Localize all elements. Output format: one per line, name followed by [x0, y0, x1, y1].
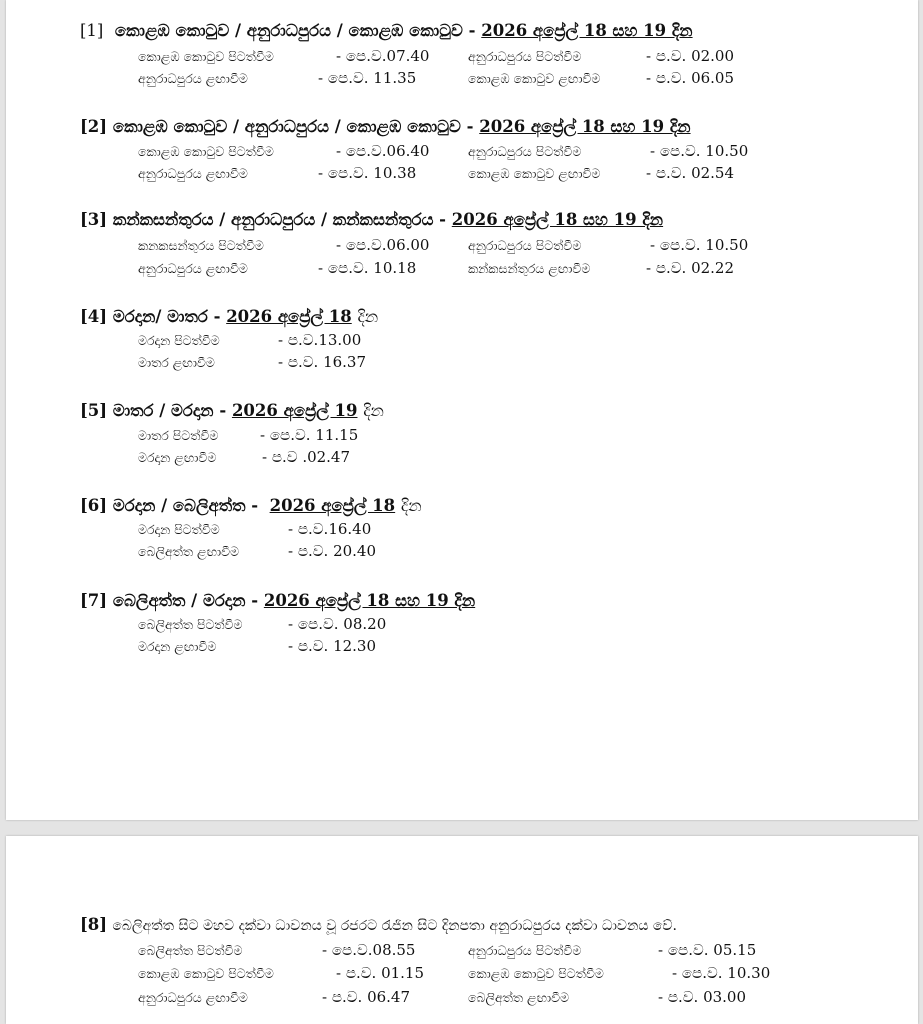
- timing-row: බෙලිඅත්ත පිටත්වීම - පෙ.ව. 08.20: [138, 615, 387, 633]
- timing-row: මරදාන ළඟාවීම - ප.ව. 12.30: [138, 637, 377, 655]
- route-heading: [7] බෙලිඅත්ත / මරදාන - 2026 අප්‍රේල් 18 සහ 19 දින: [80, 591, 476, 610]
- timing-row: කොළඹ කොටුව පිටත්වීම - පෙ.ව. 10.30: [468, 964, 771, 982]
- timing-row: මාතර පිටත්වීම - පෙ.ව. 11.15: [138, 426, 359, 444]
- timing-row: මරදාන පිටත්වීම - ප.ව.16.40: [138, 520, 372, 538]
- timing-row: අනුරාධපුරය ළඟාවීම - ප.ව. 06.47: [138, 988, 411, 1006]
- timing-row: අනුරාධපුරය ළඟාවීම - පෙ.ව. 11.35: [138, 69, 417, 87]
- timing-row: කොළඹ කොටුව පිටත්වීම - පෙ.ව.07.40: [138, 47, 430, 65]
- route-title: කොළඹ කොටුව / අනුරාධපුරය / කොළඹ කොටුව -: [114, 21, 476, 40]
- timing-row: කොළඹ කොටුව ළඟාවීම - ප.ව. 02.54: [468, 164, 735, 182]
- route-date: 2026 අප්‍රේල් 18 සහ 19 දින: [481, 21, 693, 40]
- timing-row: කොළඹ කොටුව පිටත්වීම - පෙ.ව.06.40: [138, 142, 430, 160]
- timing-row: බෙලිඅත්ත පිටත්වීම - පෙ.ව.08.55: [138, 941, 416, 959]
- route-heading: [4] මරදාන/ මාතර - 2026 අප්‍රේල් 18 දින: [80, 307, 379, 326]
- timing-row: කොළඹ කොටුව ළඟාවීම - ප.ව. 06.05: [468, 69, 735, 87]
- document-page-2: [6, 836, 918, 1024]
- timing-row: මාතර ළඟාවීම - ප.ව. 16.37: [138, 353, 367, 371]
- timing-row: මරදාන පිටත්වීම - ප.ව.13.00: [138, 331, 362, 349]
- timing-row: අනුරාධපුරය පිටත්වීම - පෙ.ව. 10.50: [468, 142, 749, 160]
- route-number: [1]: [80, 21, 104, 40]
- route-heading: [6] මරදාන / බෙලිඅත්ත - 2026 අප්‍රේල් 18 දින: [80, 496, 422, 515]
- timing-row: අනුරාධපුරය පිටත්වීම - පෙ.ව. 10.50: [468, 236, 749, 254]
- timing-row: මරදාන ළඟාවීම - ප.ව .02.47: [138, 448, 351, 466]
- route-heading: [5] මාතර / මරදාන - 2026 අප්‍රේල් 19 දින: [80, 401, 384, 420]
- timing-row: බෙලිඅත්ත ළඟාවීම - ප.ව. 03.00: [468, 988, 747, 1006]
- timing-row: කනකසන්තුරය පිටත්වීම - පෙ.ව.06.00: [138, 236, 430, 254]
- route-heading: [3] කන්කසන්තුරය / අනුරාධපුරය / කන්කසන්තුරය - 2026 අප්‍රේල් 18 සහ 19 දින: [80, 210, 664, 229]
- timing-row: බෙලිඅත්ත ළඟාවීම - ප.ව. 20.40: [138, 542, 377, 560]
- timing-row: අනුරාධපුරය ළඟාවීම - පෙ.ව. 10.38: [138, 164, 417, 182]
- timing-row: අනුරාධපුරය පිටත්වීම - පෙ.ව. 05.15: [468, 941, 757, 959]
- timing-row: කොළඹ කොටුව පිටත්වීම - ප.ව. 01.15: [138, 964, 425, 982]
- timing-row: කන්කසන්තුරය ළඟාවීම - ප.ව. 02.22: [468, 259, 735, 277]
- route-heading: [2] කොළඹ කොටුව / අනුරාධපුරය / කොළඹ කොටුව - 2026 අප්‍රේල් 18 සහ 19 දින: [80, 117, 691, 136]
- timing-row: අනුරාධපුරය ළඟාවීම - පෙ.ව. 10.18: [138, 259, 417, 277]
- route-heading: [8] බෙලිඅත්ත සිට මහව දක්වා ධාවනය වූ රජරට රැජින සිට දිනපතා අනුරාධපුරය දක්වා ධාවනය වේ.: [80, 915, 677, 934]
- route-heading: [80, 20, 693, 42]
- document-page-1: [6, 0, 918, 820]
- timing-row: අනුරාධපුරය පිටත්වීම - ප.ව. 02.00: [468, 47, 735, 65]
